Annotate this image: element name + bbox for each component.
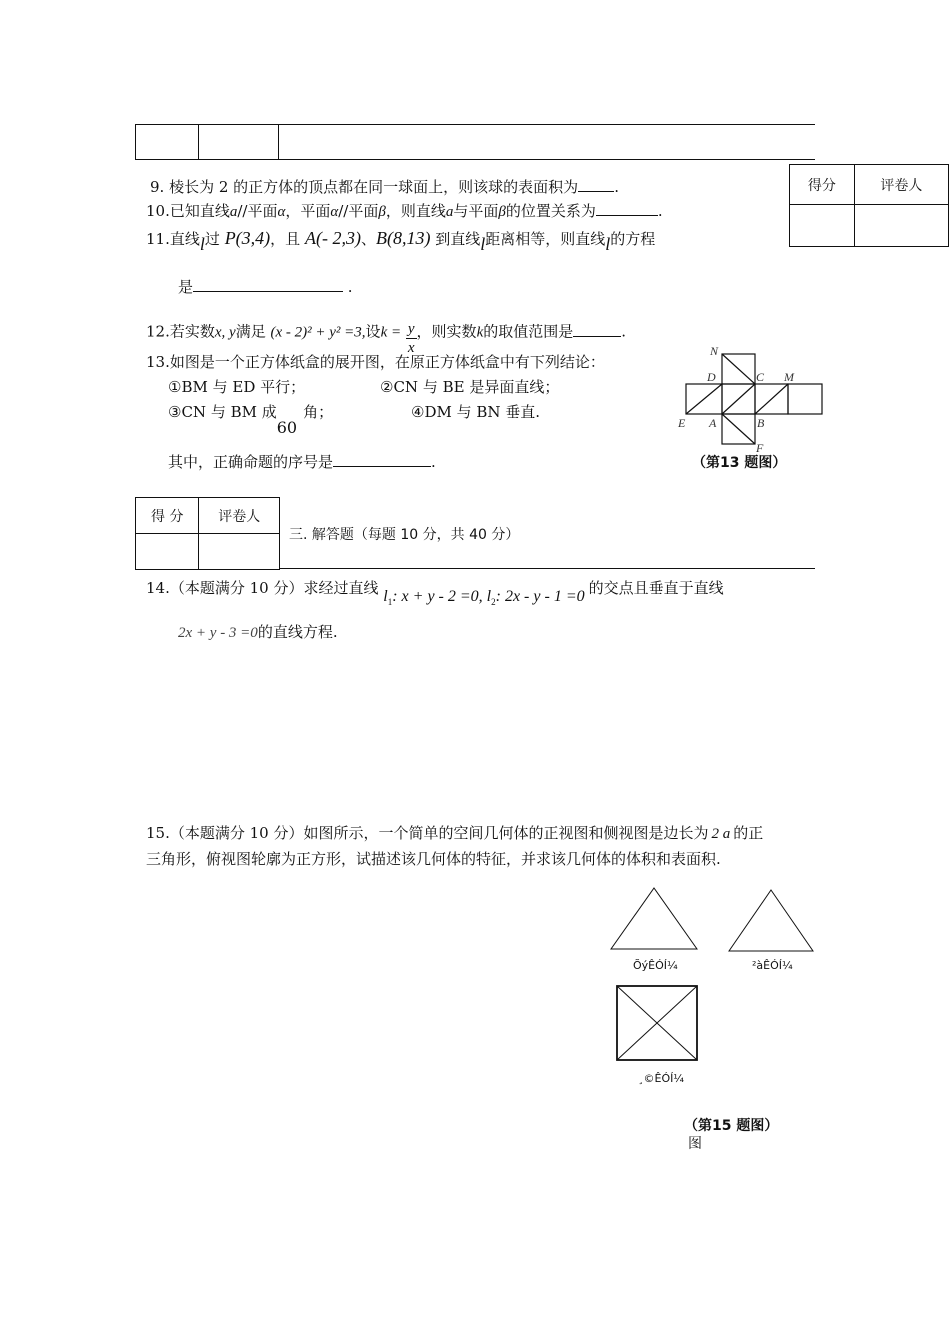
section3-grader-cell[interactable]	[199, 534, 280, 570]
question-9: 9. 棱长为 2 的正方体的顶点都在同一球面上，则该球的表面积为 .	[150, 178, 619, 196]
q13-conclusion-4: ④DM 与 BN 垂直.	[411, 403, 541, 421]
label-F: F	[756, 441, 764, 454]
section3-rule	[279, 568, 815, 569]
score-label: 得分	[790, 165, 855, 205]
grader-label: 评卷人	[854, 165, 948, 205]
question-15: 15.（本题满分 10 分）如图所示，一个简单的空间几何体的正视图和侧视图是边长为 2 a 的正	[146, 824, 764, 842]
score-box-section3	[135, 497, 280, 570]
top-view-label: ¸©ÊÓÍ¼	[638, 1072, 685, 1085]
question-15-line2: 三角形，俯视图轮廓为正方形，试描述该几何体的特征，并求该几何体的体积和表面积.	[146, 850, 721, 868]
top-view-square	[615, 984, 699, 1062]
label-B: B	[757, 416, 765, 430]
section3-grader-label: 评卷人	[199, 498, 280, 534]
q13-answer-line: 其中，正确命题的序号是 .	[168, 453, 436, 471]
question-11-line2: 是 .	[178, 278, 353, 296]
front-view-label: ÕýÊÓÍ¼	[633, 959, 678, 972]
figure-13-caption: （第13 题图）	[692, 455, 787, 471]
figure-15-stray-char: 图	[688, 1136, 702, 1152]
side-view-triangle	[727, 888, 815, 954]
label-M: M	[784, 370, 794, 384]
label-C: C	[756, 370, 765, 384]
question-13: 13.如图是一个正方体纸盒的展开图，在原正方体纸盒中有下列结论：	[146, 353, 605, 371]
label-N: N	[710, 344, 719, 358]
section3-title: 三. 解答题（每题 10 分，共 40 分）	[289, 527, 520, 543]
label-D: D	[707, 370, 716, 384]
section3-score-label: 得 分	[136, 498, 199, 534]
top-table-frame	[135, 124, 815, 160]
question-14-line2: 2x + y - 3 =0的直线方程.	[178, 623, 338, 641]
label-A: A	[709, 416, 717, 430]
q13-conclusion-2: ②CN 与 BE 是异面直线；	[380, 378, 560, 396]
q13-conclusion-1: ①BM 与 ED 平行；	[168, 378, 306, 396]
score-box-right	[789, 164, 949, 247]
question-10: 10.已知直线a//平面α，平面α//平面β，则直线a与平面β的位置关系为 .	[146, 202, 663, 220]
figure-15-caption: （第15 题图）	[684, 1118, 779, 1134]
answer-blank-13[interactable]	[333, 452, 431, 467]
question-14: 14.（本题满分 10 分）求经过直线 $l_1$: x + y - 2 =0, $l_2$: 2x - y - 1 =0 的交点且垂直于直线	[146, 579, 724, 608]
answer-blank-10[interactable]	[596, 201, 658, 216]
score-cell[interactable]	[790, 205, 855, 247]
label-E: E	[678, 416, 686, 430]
question-12: 12.若实数x, y满足 (x - 2)² + y² =3,设k = $\frac{y}{x}$ ，则实数k的取值范围是 .	[146, 321, 627, 356]
answer-blank-9[interactable]	[578, 177, 614, 192]
q13-conclusion-3: ③CN 与 BM 成60角；	[168, 403, 334, 437]
cube-net-figure	[672, 342, 832, 454]
answer-blank-12[interactable]	[573, 322, 621, 337]
side-view-label: ²àÊÓÍ¼	[752, 959, 793, 972]
front-view-triangle	[609, 886, 699, 952]
answer-blank-11[interactable]	[193, 277, 343, 292]
question-11: 11.直线l过 P(3,4)，且 A(- 2,3)、B(8,13) 到直线l距离相等，则直线l的方程	[146, 228, 656, 254]
grader-cell[interactable]	[854, 205, 948, 247]
section3-score-cell[interactable]	[136, 534, 199, 570]
